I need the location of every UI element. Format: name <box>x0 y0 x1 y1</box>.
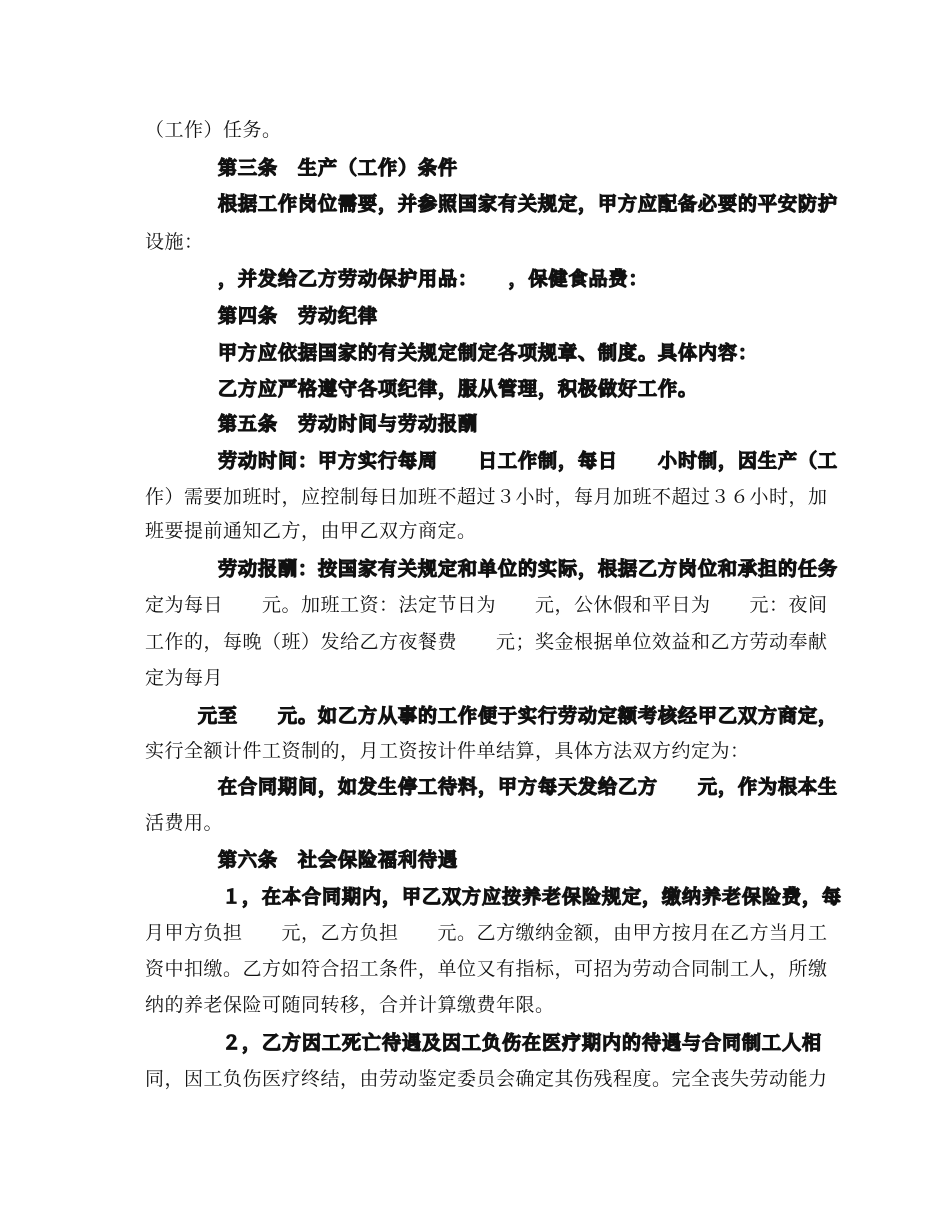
text-line: 设施： <box>145 231 204 253</box>
section-heading: 第六条 社会保险福利待遇 <box>218 849 459 871</box>
text-line: ，并发给乙方劳动保护用品： ，保健食品费： <box>218 268 649 290</box>
section-heading: 第四条 劳动纪律 <box>218 305 379 327</box>
text-line: 在合同期间，如发生停工待料，甲方每天发给乙方 元，作为根本生 <box>218 776 839 798</box>
text-line: 定为每日 元。加班工资：法定节日为 元，公休假和平日为 元：夜间 <box>145 594 828 616</box>
text-line: 活费用。 <box>145 812 224 834</box>
text-line: 实行全额计件工资制的，月工资按计件单结算，具体方法双方约定为： <box>145 740 750 762</box>
text-line: 根据工作岗位需要，并参照国家有关规定，甲方应配备必要的平安防护 <box>218 193 839 215</box>
text-line: 同，因工负伤医疗终结，由劳动鉴定委员会确定其伤残程度。完全丧失劳动能力 <box>145 1068 828 1090</box>
text-line: ２，乙方因工死亡待遇及因工负伤在医疗期内的待遇与合同制工人相 <box>222 1032 823 1054</box>
section-heading: 第五条 劳动时间与劳动报酬 <box>218 413 479 435</box>
text-line: 乙方应严格遵守各项纪律，服从管理，积极做好工作。 <box>218 378 699 400</box>
text-line: 纳的养老保险可随同转移，合并计算缴费年限。 <box>145 994 555 1016</box>
text-line: 定为每月 <box>145 667 224 689</box>
text-line: 月甲方负担 元，乙方负担 元。乙方缴纳金额，由甲方按月在乙方当月工 <box>145 922 828 944</box>
text-line: 班要提前通知乙方，由甲乙双方商定。 <box>145 520 477 542</box>
text-line: （工作）任务。 <box>145 119 282 141</box>
text-line: 劳动时间：甲方实行每周 日工作制，每日 小时制，因生产（工 <box>218 450 839 472</box>
text-line: 作）需要加班时，应控制每日加班不超过３小时，每月加班不超过３６小时，加 <box>145 486 828 508</box>
text-line: 甲方应依据国家的有关规定制定各项规章、制度。具体内容： <box>218 342 759 364</box>
text-line: 元至 元。如乙方从事的工作便于实行劳动定额考核经甲乙双方商定， <box>198 705 839 727</box>
text-line: 资中扣缴。乙方如符合招工条件，单位又有指标，可招为劳动合同制工人，所缴 <box>145 958 828 980</box>
text-line: 劳动报酬：按国家有关规定和单位的实际，根据乙方岗位和承担的任务 <box>218 558 839 580</box>
section-heading: 第三条 生产（工作）条件 <box>218 157 459 179</box>
text-line: １，在本合同期内，甲乙双方应按养老保险规定，缴纳养老保险费，每 <box>222 886 843 908</box>
text-line: 工作的，每晚（班）发给乙方夜餐费 元；奖金根据单位效益和乙方劳动奉献 <box>145 631 828 653</box>
